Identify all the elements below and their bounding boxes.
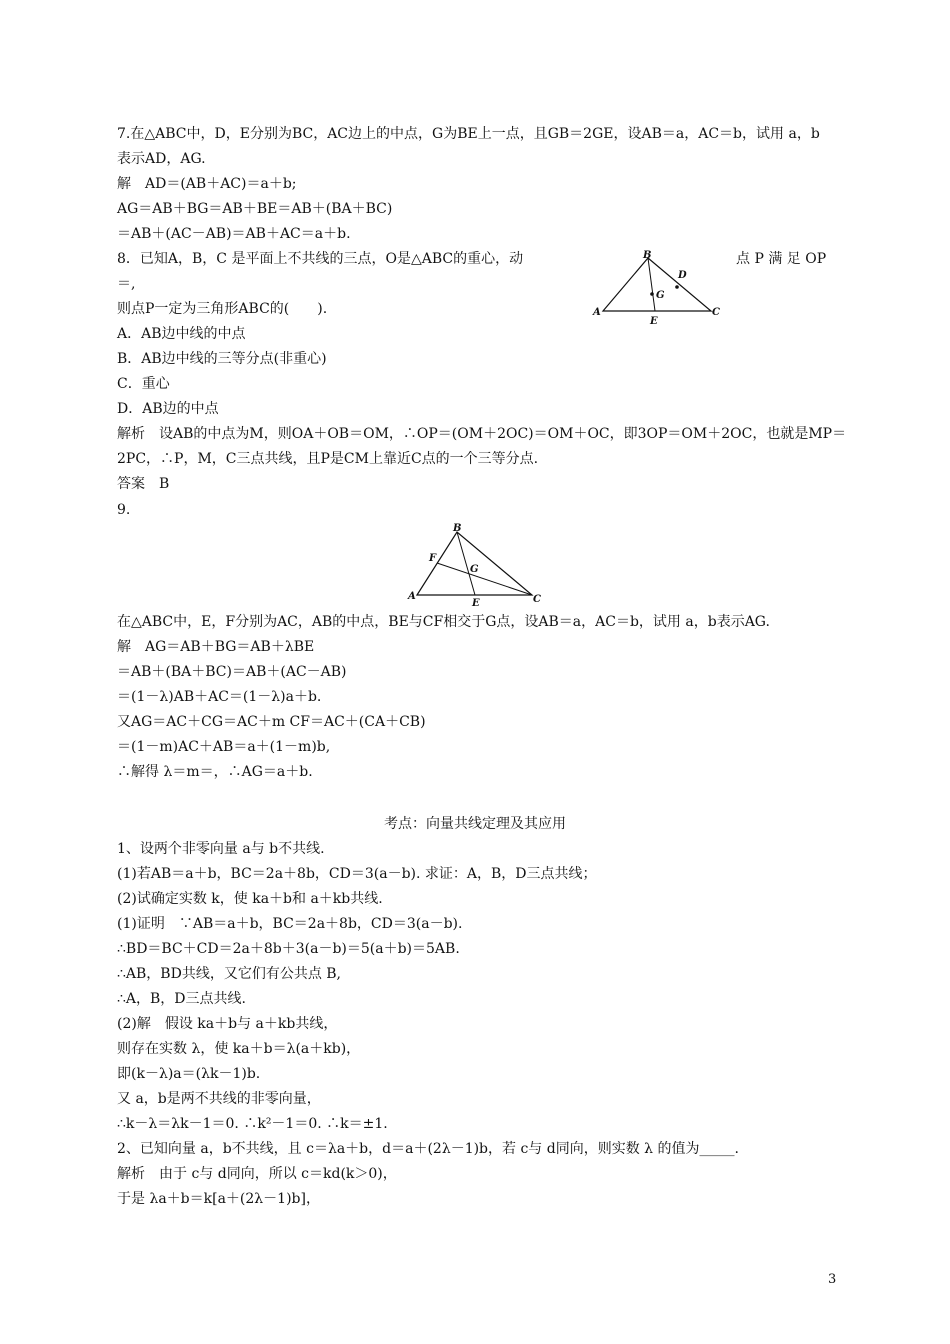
fig9-label-a: A — [408, 591, 416, 602]
p9-line-3: ＝AB＋(BA＋BC)＝AB＋(AC－AB) — [117, 664, 347, 680]
q1-line-5: ∴BD＝BC＋CD＝2a＋8b＋3(a－b)＝5(a＋b)＝5AB. — [117, 941, 460, 957]
q2-line-1: 2、已知向量 a，b不共线，且 c＝λa＋b，d＝a＋(2λ－1)b，若 c与 d同向，则实数 λ 的值为_____. — [117, 1141, 739, 1157]
fig9-label-f: F — [429, 553, 437, 564]
p8-line-1a: 8．已知A，B，C 是平面上不共线的三点，O是△ABC的重心，动 — [117, 251, 524, 267]
p9-line-5: 又AG＝AC＋CG＝AC＋m CF＝AC＋(CA＋CB) — [117, 714, 426, 730]
p8-option-c: C．重心 — [117, 376, 170, 392]
p8-solution-2: 2PC，∴P，M，C三点共线，且P是CM上靠近C点的一个三等分点. — [117, 451, 539, 467]
p8-answer: 答案 B — [117, 476, 170, 492]
fig9-label-g: G — [470, 564, 479, 575]
p8-option-d: D．AB边的中点 — [117, 401, 219, 417]
p9-line-6: ＝(1－m)AC＋AB＝a＋(1－m)b, — [117, 739, 331, 755]
fig9-label-c: C — [533, 594, 541, 605]
fig8-label-c: C — [712, 307, 720, 318]
section-title: 考点：向量共线定理及其应用 — [384, 816, 566, 832]
q1-line-6: ∴AB，BD共线，又它们有公共点 B, — [117, 966, 342, 982]
fig8-label-a: A — [593, 307, 601, 318]
q2-line-3: 于是 λa＋b＝k[a＋(2λ－1)b]， — [117, 1191, 320, 1207]
q2-line-2: 解析 由于 c与 d同向，所以 c＝kd(k＞0)， — [117, 1166, 397, 1182]
p7-line-5: ＝AB＋(AC－AB)＝AB＋AC＝a＋b. — [117, 226, 351, 242]
fig8-label-b: B — [643, 250, 652, 261]
p9-line-1: 在△ABC中，E，F分别为AC，AB的中点，BE与CF相交于G点，设AB＝a，AC＝b，试用 a，b表示AG. — [117, 614, 770, 630]
q1-line-1: 1、设两个非零向量 a与 b不共线. — [117, 841, 325, 857]
q1-line-2: (1)若AB＝a＋b，BC＝2a＋8b，CD＝3(a－b). 求证：A，B，D三点共线； — [117, 866, 597, 882]
p9-line-4: ＝(1－λ)AB＋AC＝(1－λ)a＋b. — [117, 689, 322, 705]
fig8-label-d: D — [678, 270, 687, 281]
page-number: 3 — [828, 1272, 837, 1287]
p8-line-3: 则点P一定为三角形ABC的( ). — [117, 301, 328, 317]
q1-line-8: (2)解 假设 ka＋b与 a＋kb共线， — [117, 1016, 338, 1032]
p9-line-2: 解 AG＝AB＋BG＝AB＋λBE — [117, 639, 315, 655]
triangle-figure-p9 — [400, 520, 550, 608]
fig9-label-e: E — [472, 598, 480, 608]
q1-line-7: ∴A，B，D三点共线. — [117, 991, 246, 1007]
p9-line-7: ∴解得 λ＝m＝，∴AG＝a＋b. — [117, 764, 313, 780]
p7-line-2: 表示AD，AG. — [117, 151, 206, 167]
q1-line-3: (2)试确定实数 k，使 ka＋b和 a＋kb共线. — [117, 891, 383, 907]
fig8-label-g: G — [656, 290, 665, 301]
p8-line-2: ＝, — [117, 276, 136, 292]
fig8-label-e: E — [650, 316, 658, 326]
q1-line-11: 又 a，b是两不共线的非零向量， — [117, 1091, 321, 1107]
p8-option-a: A．AB边中线的中点 — [117, 326, 246, 342]
q1-line-12: ∴k－λ＝λk－1＝0. ∴k²－1＝0. ∴k＝±1. — [117, 1116, 388, 1132]
q1-line-9: 则存在实数 λ，使 ka＋b＝λ(a＋kb)， — [117, 1041, 361, 1057]
p7-line-3: 解 AD＝(AB＋AC)＝a＋b; — [117, 176, 297, 192]
p8-line-1b: 点 P 满 足 OP — [736, 251, 827, 267]
p7-line-4: AG＝AB＋BG＝AB＋BE＝AB＋(BA＋BC) — [117, 201, 393, 217]
q1-line-4: (1)证明 ∵AB＝a＋b，BC＝2a＋8b，CD＝3(a－b). — [117, 916, 463, 932]
fig9-label-b: B — [453, 523, 462, 534]
q1-line-10: 即(k－λ)a＝(λk－1)b. — [117, 1066, 261, 1082]
p8-solution-1: 解析 设AB的中点为M，则OA＋OB＝OM，∴OP＝(OM＋2OC)＝OM＋OC，即3OP＝OM＋2OC，也就是MP＝ — [117, 426, 847, 442]
p9-number: 9. — [117, 502, 131, 518]
p7-line-1: 7.在△ABC中，D，E分别为BC，AC边上的中点，G为BE上一点，且GB＝2GE，设AB＝a，AC＝b，试用 a，b — [117, 126, 820, 142]
triangle-figure-p8 — [590, 246, 730, 326]
p8-option-b: B．AB边中线的三等分点(非重心) — [117, 351, 327, 367]
